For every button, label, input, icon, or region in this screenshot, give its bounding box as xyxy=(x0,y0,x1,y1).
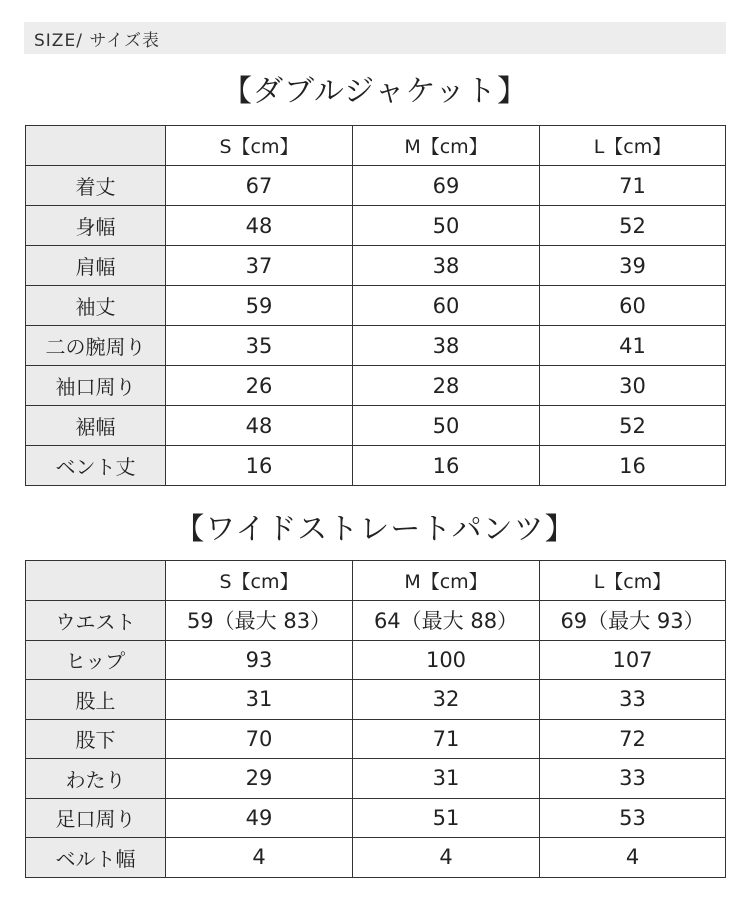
table-corner-cell xyxy=(26,561,166,601)
table-header-row xyxy=(26,126,726,166)
column-header-l: L【cm】 xyxy=(540,561,726,601)
pants-size-table xyxy=(25,560,726,878)
size-header-label: SIZE/ サイズ表 xyxy=(34,30,160,51)
cell-value: 93 xyxy=(166,640,353,680)
row-label: 着丈 xyxy=(26,166,166,206)
cell-value: 37 xyxy=(166,246,353,286)
column-header-s: S【cm】 xyxy=(166,561,353,601)
cell-value: 51 xyxy=(353,798,540,838)
cell-value: 59（最大 83） xyxy=(166,601,353,641)
row-label: ベント丈 xyxy=(26,446,166,486)
cell-value: 4 xyxy=(166,838,353,878)
cell-value: 71 xyxy=(353,719,540,759)
table-row xyxy=(26,601,726,641)
row-label: ヒップ xyxy=(26,640,166,680)
cell-value: 67 xyxy=(166,166,353,206)
cell-value: 32 xyxy=(353,680,540,720)
table-row xyxy=(26,446,726,486)
cell-value: 48 xyxy=(166,206,353,246)
column-header-m: M【cm】 xyxy=(353,561,540,601)
column-header-s: S【cm】 xyxy=(166,126,353,166)
row-label: 二の腕周り xyxy=(26,326,166,366)
table-header-row xyxy=(26,561,726,601)
cell-value: 64（最大 88） xyxy=(353,601,540,641)
cell-value: 50 xyxy=(353,406,540,446)
row-label: ウエスト xyxy=(26,601,166,641)
row-label: 足口周り xyxy=(26,798,166,838)
column-header-m: M【cm】 xyxy=(353,126,540,166)
cell-value: 71 xyxy=(540,166,726,206)
cell-value: 30 xyxy=(540,366,726,406)
cell-value: 28 xyxy=(353,366,540,406)
row-label: 袖丈 xyxy=(26,286,166,326)
table-row xyxy=(26,640,726,680)
jacket-size-table xyxy=(25,125,726,486)
table-row xyxy=(26,166,726,206)
table-row xyxy=(26,680,726,720)
cell-value: 107 xyxy=(540,640,726,680)
pants-section-title: 【ワイドストレートパンツ】 xyxy=(174,512,576,547)
cell-value: 100 xyxy=(353,640,540,680)
table-row xyxy=(26,366,726,406)
table-row xyxy=(26,286,726,326)
table-row xyxy=(26,838,726,878)
table-row xyxy=(26,246,726,286)
row-label: 袖口周り xyxy=(26,366,166,406)
cell-value: 29 xyxy=(166,759,353,799)
row-label: ベルト幅 xyxy=(26,838,166,878)
table-row xyxy=(26,719,726,759)
table-row xyxy=(26,326,726,366)
cell-value: 41 xyxy=(540,326,726,366)
cell-value: 26 xyxy=(166,366,353,406)
cell-value: 38 xyxy=(353,326,540,366)
cell-value: 69（最大 93） xyxy=(540,601,726,641)
jacket-section-title: 【ダブルジャケット】 xyxy=(222,74,528,109)
table-row xyxy=(26,406,726,446)
table-row xyxy=(26,759,726,799)
row-label: 裾幅 xyxy=(26,406,166,446)
cell-value: 16 xyxy=(540,446,726,486)
cell-value: 53 xyxy=(540,798,726,838)
cell-value: 16 xyxy=(353,446,540,486)
table-row xyxy=(26,798,726,838)
table-corner-cell xyxy=(26,126,166,166)
cell-value: 60 xyxy=(353,286,540,326)
cell-value: 38 xyxy=(353,246,540,286)
cell-value: 52 xyxy=(540,206,726,246)
cell-value: 39 xyxy=(540,246,726,286)
row-label: 身幅 xyxy=(26,206,166,246)
table-row xyxy=(26,206,726,246)
cell-value: 52 xyxy=(540,406,726,446)
cell-value: 31 xyxy=(166,680,353,720)
cell-value: 31 xyxy=(353,759,540,799)
cell-value: 69 xyxy=(353,166,540,206)
cell-value: 48 xyxy=(166,406,353,446)
row-label: 股下 xyxy=(26,719,166,759)
row-label: 肩幅 xyxy=(26,246,166,286)
cell-value: 35 xyxy=(166,326,353,366)
cell-value: 16 xyxy=(166,446,353,486)
cell-value: 60 xyxy=(540,286,726,326)
cell-value: 49 xyxy=(166,798,353,838)
row-label: 股上 xyxy=(26,680,166,720)
size-header-bar xyxy=(24,22,726,54)
cell-value: 59 xyxy=(166,286,353,326)
cell-value: 50 xyxy=(353,206,540,246)
cell-value: 72 xyxy=(540,719,726,759)
column-header-l: L【cm】 xyxy=(540,126,726,166)
cell-value: 70 xyxy=(166,719,353,759)
cell-value: 33 xyxy=(540,680,726,720)
row-label: わたり xyxy=(26,759,166,799)
cell-value: 4 xyxy=(353,838,540,878)
cell-value: 4 xyxy=(540,838,726,878)
cell-value: 33 xyxy=(540,759,726,799)
